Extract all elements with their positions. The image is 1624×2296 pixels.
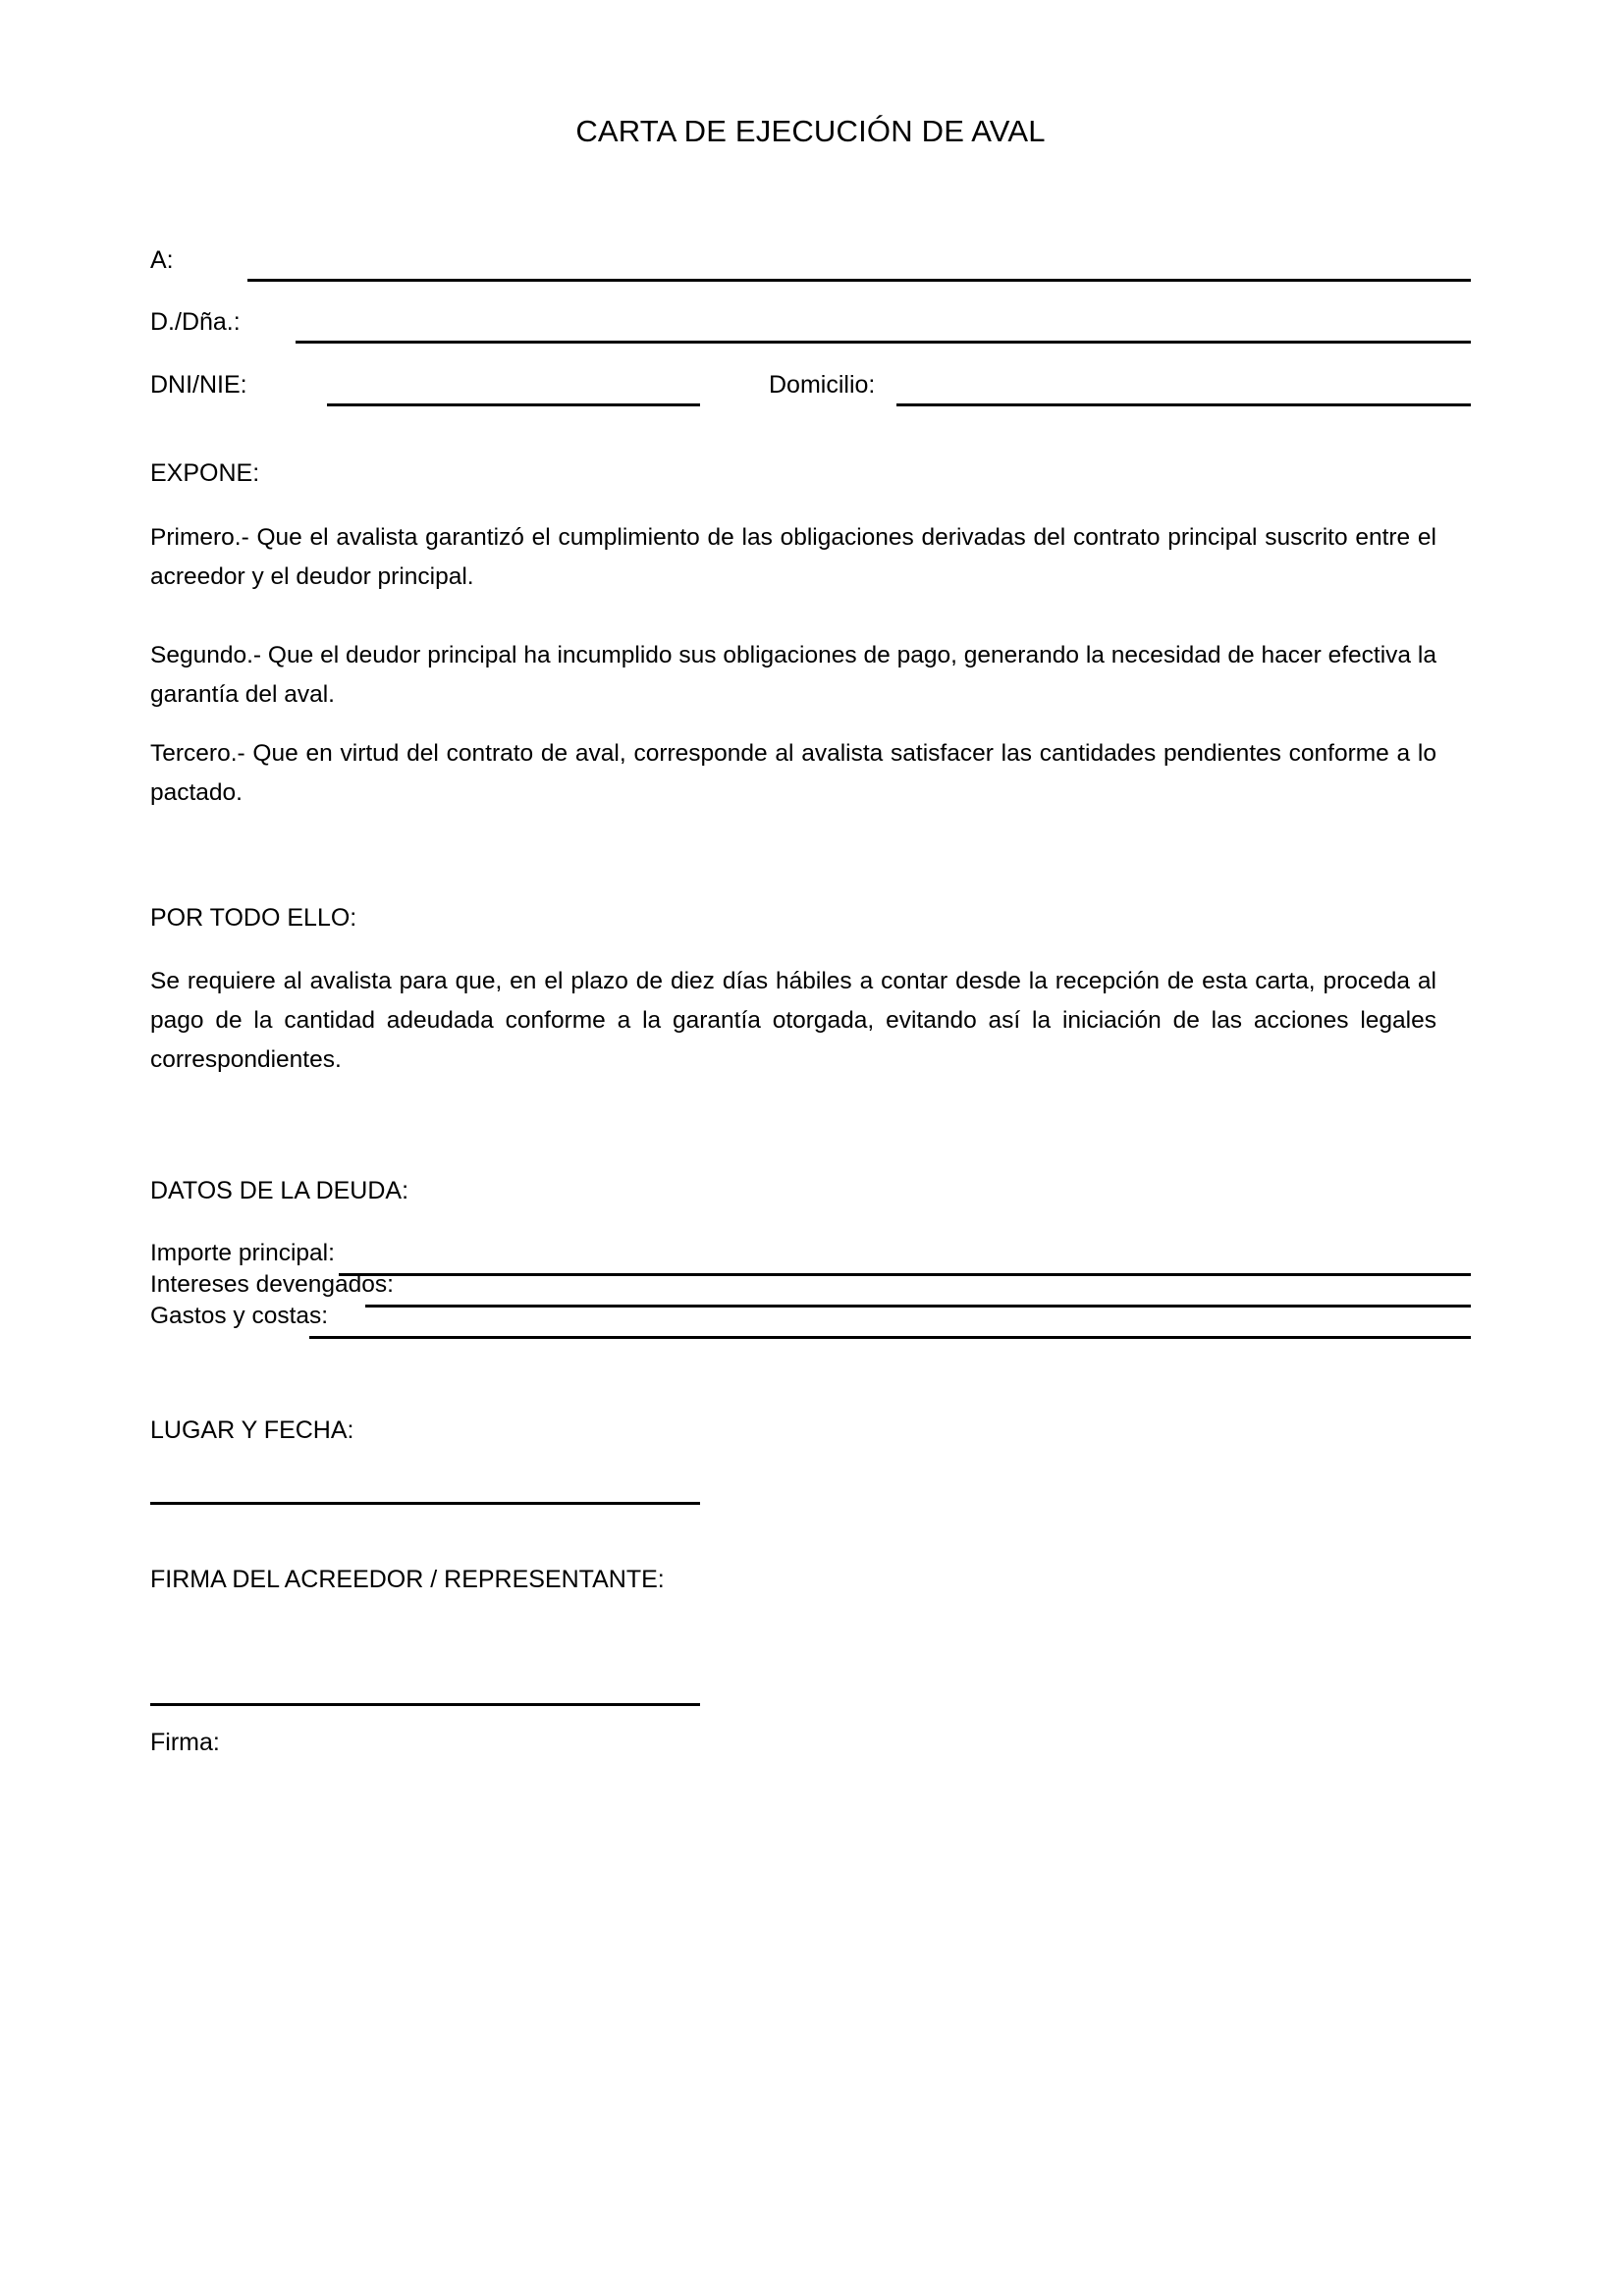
- field-row-nombre: [150, 307, 1471, 347]
- debt-rule-intereses-devengados[interactable]: [365, 1305, 1471, 1308]
- field-label-dni: DNI/NIE:: [150, 371, 247, 399]
- page-title: CARTA DE EJECUCIÓN DE AVAL: [575, 114, 1046, 148]
- section-heading-firma-acreedor: FIRMA DEL ACREEDOR / REPRESENTANTE:: [150, 1566, 665, 1593]
- field-rule-a[interactable]: [247, 279, 1471, 282]
- field-rule-nombre[interactable]: [296, 341, 1471, 344]
- debt-rule-gastos-costas[interactable]: [309, 1336, 1471, 1339]
- field-label-domicilio: Domicilio:: [769, 371, 876, 399]
- section-heading-datos-deuda: DATOS DE LA DEUDA:: [150, 1177, 409, 1204]
- firma-rule[interactable]: [150, 1703, 700, 1706]
- field-rule-domicilio[interactable]: [896, 403, 1471, 406]
- field-row-destinatario: [150, 245, 1471, 285]
- field-rule-dni[interactable]: [327, 403, 700, 406]
- paragraph-requerimiento: Se requiere al avalista para que, en el plazo de diez días hábiles a contar desde la recepción de esta carta, proceda al pago de la cantidad adeudada conforme a la garantía otorgada, evitando así la iniciación de las acciones legales correspondientes.: [150, 968, 1436, 1073]
- debt-label-gastos-costas: Gastos y costas:: [150, 1303, 329, 1329]
- debt-label-importe-principal: Importe principal:: [150, 1240, 335, 1266]
- debt-rule-importe-principal[interactable]: [339, 1273, 1471, 1276]
- paragraph-segundo: Segundo.- Que el deudor principal ha incumplido sus obligaciones de pago, generando la necesidad de hacer efectiva la garantía del aval.: [150, 642, 1436, 708]
- section-heading-por-todo-ello: POR TODO ELLO:: [150, 904, 357, 932]
- field-row-dni-domicilio: [150, 370, 1471, 409]
- debt-label-intereses-devengados: Intereses devengados:: [150, 1271, 394, 1298]
- field-label-nombre: D./Dña.:: [150, 308, 241, 336]
- section-heading-lugar-y-fecha: LUGAR Y FECHA:: [150, 1416, 354, 1444]
- lugar-fecha-rule[interactable]: [150, 1502, 700, 1505]
- field-label-a: A:: [150, 246, 174, 274]
- paragraph-tercero: Tercero.- Que en virtud del contrato de aval, corresponde al avalista satisfacer las cantidades pendientes conforme a lo pactado.: [150, 740, 1436, 806]
- paragraph-primero: Primero.- Que el avalista garantizó el cumplimiento de las obligaciones derivadas del contrato principal suscrito entre el acreedor y el deudor principal.: [150, 524, 1436, 590]
- firma-label: Firma:: [150, 1729, 220, 1756]
- section-heading-expone: EXPONE:: [150, 459, 260, 487]
